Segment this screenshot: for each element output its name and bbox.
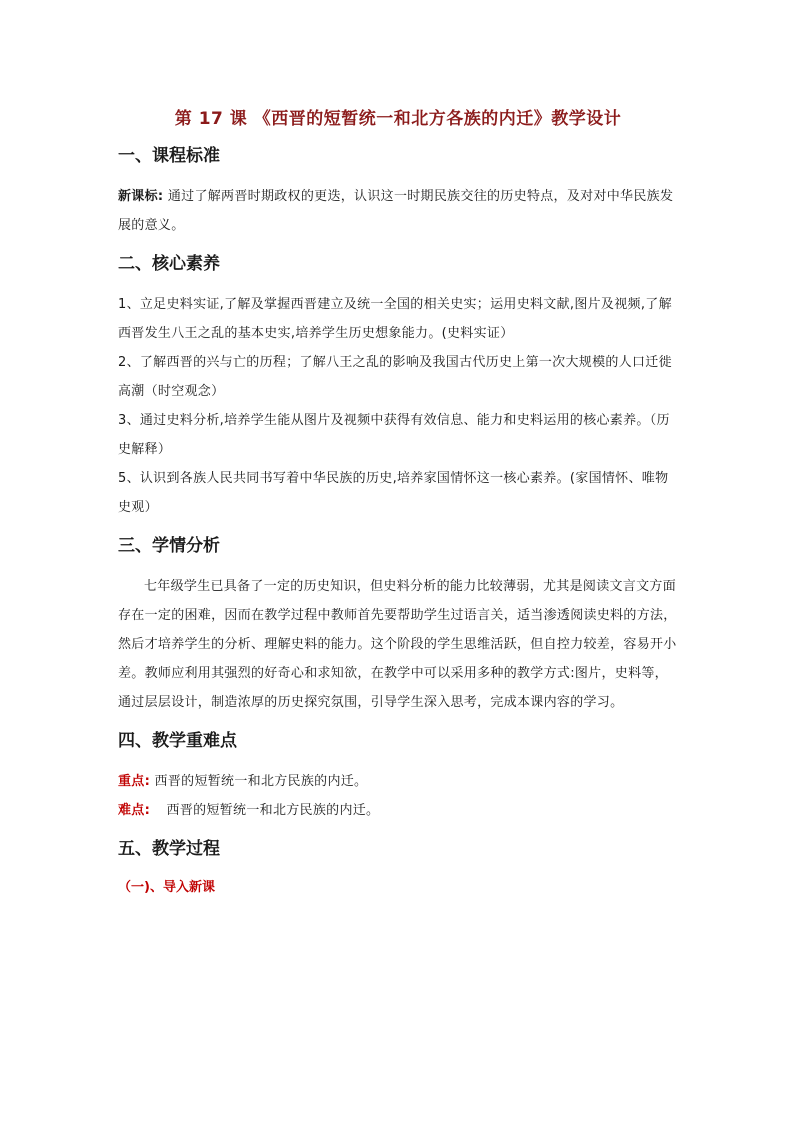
learner-analysis-paragraph: 七年级学生已具备了一定的历史知识，但史料分析的能力比较薄弱，尤其是阅读文言文方面存在一定的困难，因而在教学过程中教师首先要帮助学生过语言关，适当渗透阅读史料的方法，然后才培养学生的分析、理解史料的能力。这个阶段的学生思维活跃，但自控力较差，容易开小差。教师应利用其强烈的好奇心和求知欲，在教学中可以采用多种的教学方式:图片，史料等，通过层层设计，制造浓厚的历史探究氛围，引导学生深入思考，完成本课内容的学习。 bbox=[118, 579, 677, 710]
core-literacy-item: 1、立足史料实证,了解及掌握西晋建立及统一全国的相关史实；运用史料文献,图片及视频,了解西晋发生八王之乱的基本史实,培养学生历史想象能力。(史料实证） bbox=[118, 297, 672, 341]
section-heading-core-literacy: 二、核心素养 bbox=[118, 254, 220, 274]
new-standard-text: 通过了解两晋时期政权的更迭，认识这一时期民族交往的历史特点，及对对中华民族发展的意义。 bbox=[118, 189, 674, 233]
difficult-point-line bbox=[118, 796, 678, 825]
key-point-label: 重点: bbox=[118, 774, 151, 789]
subsection-introduction: （一)、导入新课 bbox=[118, 880, 215, 895]
curriculum-standard-paragraph bbox=[118, 182, 678, 240]
section-heading-curriculum-standard: 一、课程标准 bbox=[118, 146, 220, 166]
section-heading-key-difficult-points: 四、教学重难点 bbox=[118, 731, 237, 751]
section-heading-learner-analysis: 三、学情分析 bbox=[118, 536, 220, 556]
document-title: 第 17 课 《西晋的短暂统一和北方各族的内迁》教学设计 bbox=[174, 109, 622, 129]
core-literacy-item: 3、通过史料分析,培养学生能从图片及视频中获得有效信息、能力和史料运用的核心素养。（历史解释） bbox=[118, 413, 670, 457]
key-point-line bbox=[118, 767, 678, 796]
difficult-point-label: 难点: bbox=[118, 803, 151, 818]
document-body bbox=[118, 100, 678, 901]
core-literacy-item: 2、了解西晋的兴与亡的历程；了解八王之乱的影响及我国古代历史上第一次大规模的人口迁徙高潮（时空观念） bbox=[118, 355, 672, 399]
section-heading-teaching-process: 五、教学过程 bbox=[118, 839, 220, 859]
core-literacy-item: 5、认识到各族人民共同书写着中华民族的历史,培养家国情怀这一核心素养。(家国情怀、唯物史观） bbox=[118, 471, 669, 515]
new-standard-label: 新课标: bbox=[118, 189, 164, 204]
difficult-point-text: 西晋的短暂统一和北方民族的内迁。 bbox=[166, 803, 380, 818]
key-point-text: 西晋的短暂统一和北方民族的内迁。 bbox=[154, 774, 368, 789]
